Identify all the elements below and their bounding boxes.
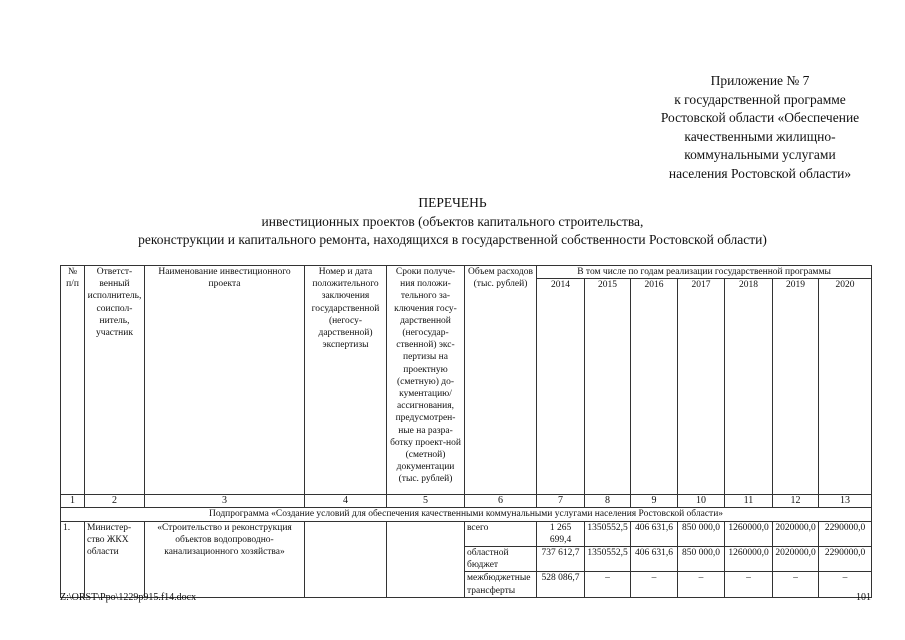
header-by-years: В том числе по годам реализации государственной программы — [537, 266, 872, 279]
column-number: 7 — [537, 495, 585, 508]
column-number-row — [61, 495, 872, 508]
column-number: 10 — [678, 495, 725, 508]
value-cell: – — [585, 572, 631, 597]
header-year: 2016 — [631, 279, 678, 495]
row-responsible: Министер-ство ЖКХ области — [85, 521, 145, 597]
appendix-line: Приложение № 7 — [710, 73, 810, 88]
column-number: 3 — [145, 495, 305, 508]
value-cell: 1260000,0 — [725, 547, 773, 572]
table-row — [61, 521, 872, 546]
value-cell: 2020000,0 — [773, 547, 819, 572]
value-cell: 1260000,0 — [725, 521, 773, 546]
document-title — [0, 194, 905, 250]
value-cell: 406 631,6 — [631, 547, 678, 572]
value-cell: 2020000,0 — [773, 521, 819, 546]
subprogram-row — [61, 508, 872, 521]
column-number: 8 — [585, 495, 631, 508]
title-line: реконструкции и капитального ремонта, находящихся в государственной собственности Ростовской области) — [138, 232, 767, 247]
funding-label: всего — [465, 521, 537, 546]
value-cell: 850 000,0 — [678, 547, 725, 572]
column-number: 12 — [773, 495, 819, 508]
value-cell: 406 631,6 — [631, 521, 678, 546]
funding-label: межбюджетные трансферты — [465, 572, 537, 597]
appendix-line: населения Ростовской области» — [668, 165, 852, 181]
row-project: «Строительство и реконструкция объектов водопроводно-канализационного хозяйства» — [145, 521, 305, 597]
value-cell: 528 086,7 — [537, 572, 585, 597]
row-deadlines — [387, 521, 465, 597]
header-responsible: Ответст-венный исполнитель, соиспол-нитель, участник — [85, 266, 145, 495]
value-cell: 1350552,5 — [585, 521, 631, 546]
column-number: 11 — [725, 495, 773, 508]
value-cell: 1350552,5 — [585, 547, 631, 572]
column-number: 5 — [387, 495, 465, 508]
subprogram-title: Подпрограмма «Создание условий для обеспечения качественными коммунальными услугами населения Ростовской области» — [61, 508, 872, 521]
header-year: 2017 — [678, 279, 725, 495]
header-year: 2018 — [725, 279, 773, 495]
column-number: 13 — [819, 495, 872, 508]
header-year: 2019 — [773, 279, 819, 495]
header-num: № п/п — [61, 266, 85, 495]
column-number: 9 — [631, 495, 678, 508]
value-cell: – — [819, 572, 872, 597]
header-conclusion: Номер и дата положительного заключения государственной (негосу-дарственной) экспертизы — [305, 266, 387, 495]
title-heading: ПЕРЕЧЕНЬ — [418, 195, 487, 210]
header-year: 2020 — [819, 279, 872, 495]
appendix-block — [620, 72, 900, 183]
value-cell: – — [725, 572, 773, 597]
funding-label: областной бюджет — [465, 547, 537, 572]
column-number: 2 — [85, 495, 145, 508]
value-cell: 2290000,0 — [819, 547, 872, 572]
appendix-line: коммунальными услугами — [684, 147, 836, 162]
row-conclusion — [305, 521, 387, 597]
value-cell: – — [773, 572, 819, 597]
header-year: 2014 — [537, 279, 585, 495]
title-line: инвестиционных проектов (объектов капитального строительства, — [261, 213, 644, 229]
header-volume: Объем расходов (тыс. рублей) — [465, 266, 537, 495]
value-cell: 737 612,7 — [537, 547, 585, 572]
value-cell: 2290000,0 — [819, 521, 872, 546]
column-number: 6 — [465, 495, 537, 508]
value-cell: – — [631, 572, 678, 597]
header-deadlines: Сроки получе-ния положи-тельного за-ключения госу-дарственной (негосудар-ственной) экс-пертизы на проектную (сметную) до-кументацию/ ассигнования, предусмотрен-ные на разра-ботку проект-ной (сметной) документации (тыс. рублей) — [387, 266, 465, 495]
appendix-line: к государственной программе — [674, 91, 846, 107]
file-path: Z:\ORST\Ppo\1229p915.f14.docx — [60, 592, 197, 603]
page-number: 101 — [856, 592, 871, 603]
header-year: 2015 — [585, 279, 631, 495]
column-number: 1 — [61, 495, 85, 508]
column-number: 4 — [305, 495, 387, 508]
value-cell: 1 265 699,4 — [537, 521, 585, 546]
header-project: Наименование инвестиционного проекта — [145, 266, 305, 495]
value-cell: – — [678, 572, 725, 597]
appendix-line: Ростовской области «Обеспечение — [660, 110, 860, 125]
value-cell: 850 000,0 — [678, 521, 725, 546]
investment-projects-table — [60, 265, 872, 598]
page-footer — [60, 592, 871, 603]
row-num: 1. — [61, 521, 85, 597]
appendix-line: качественными жилищно- — [684, 128, 836, 144]
